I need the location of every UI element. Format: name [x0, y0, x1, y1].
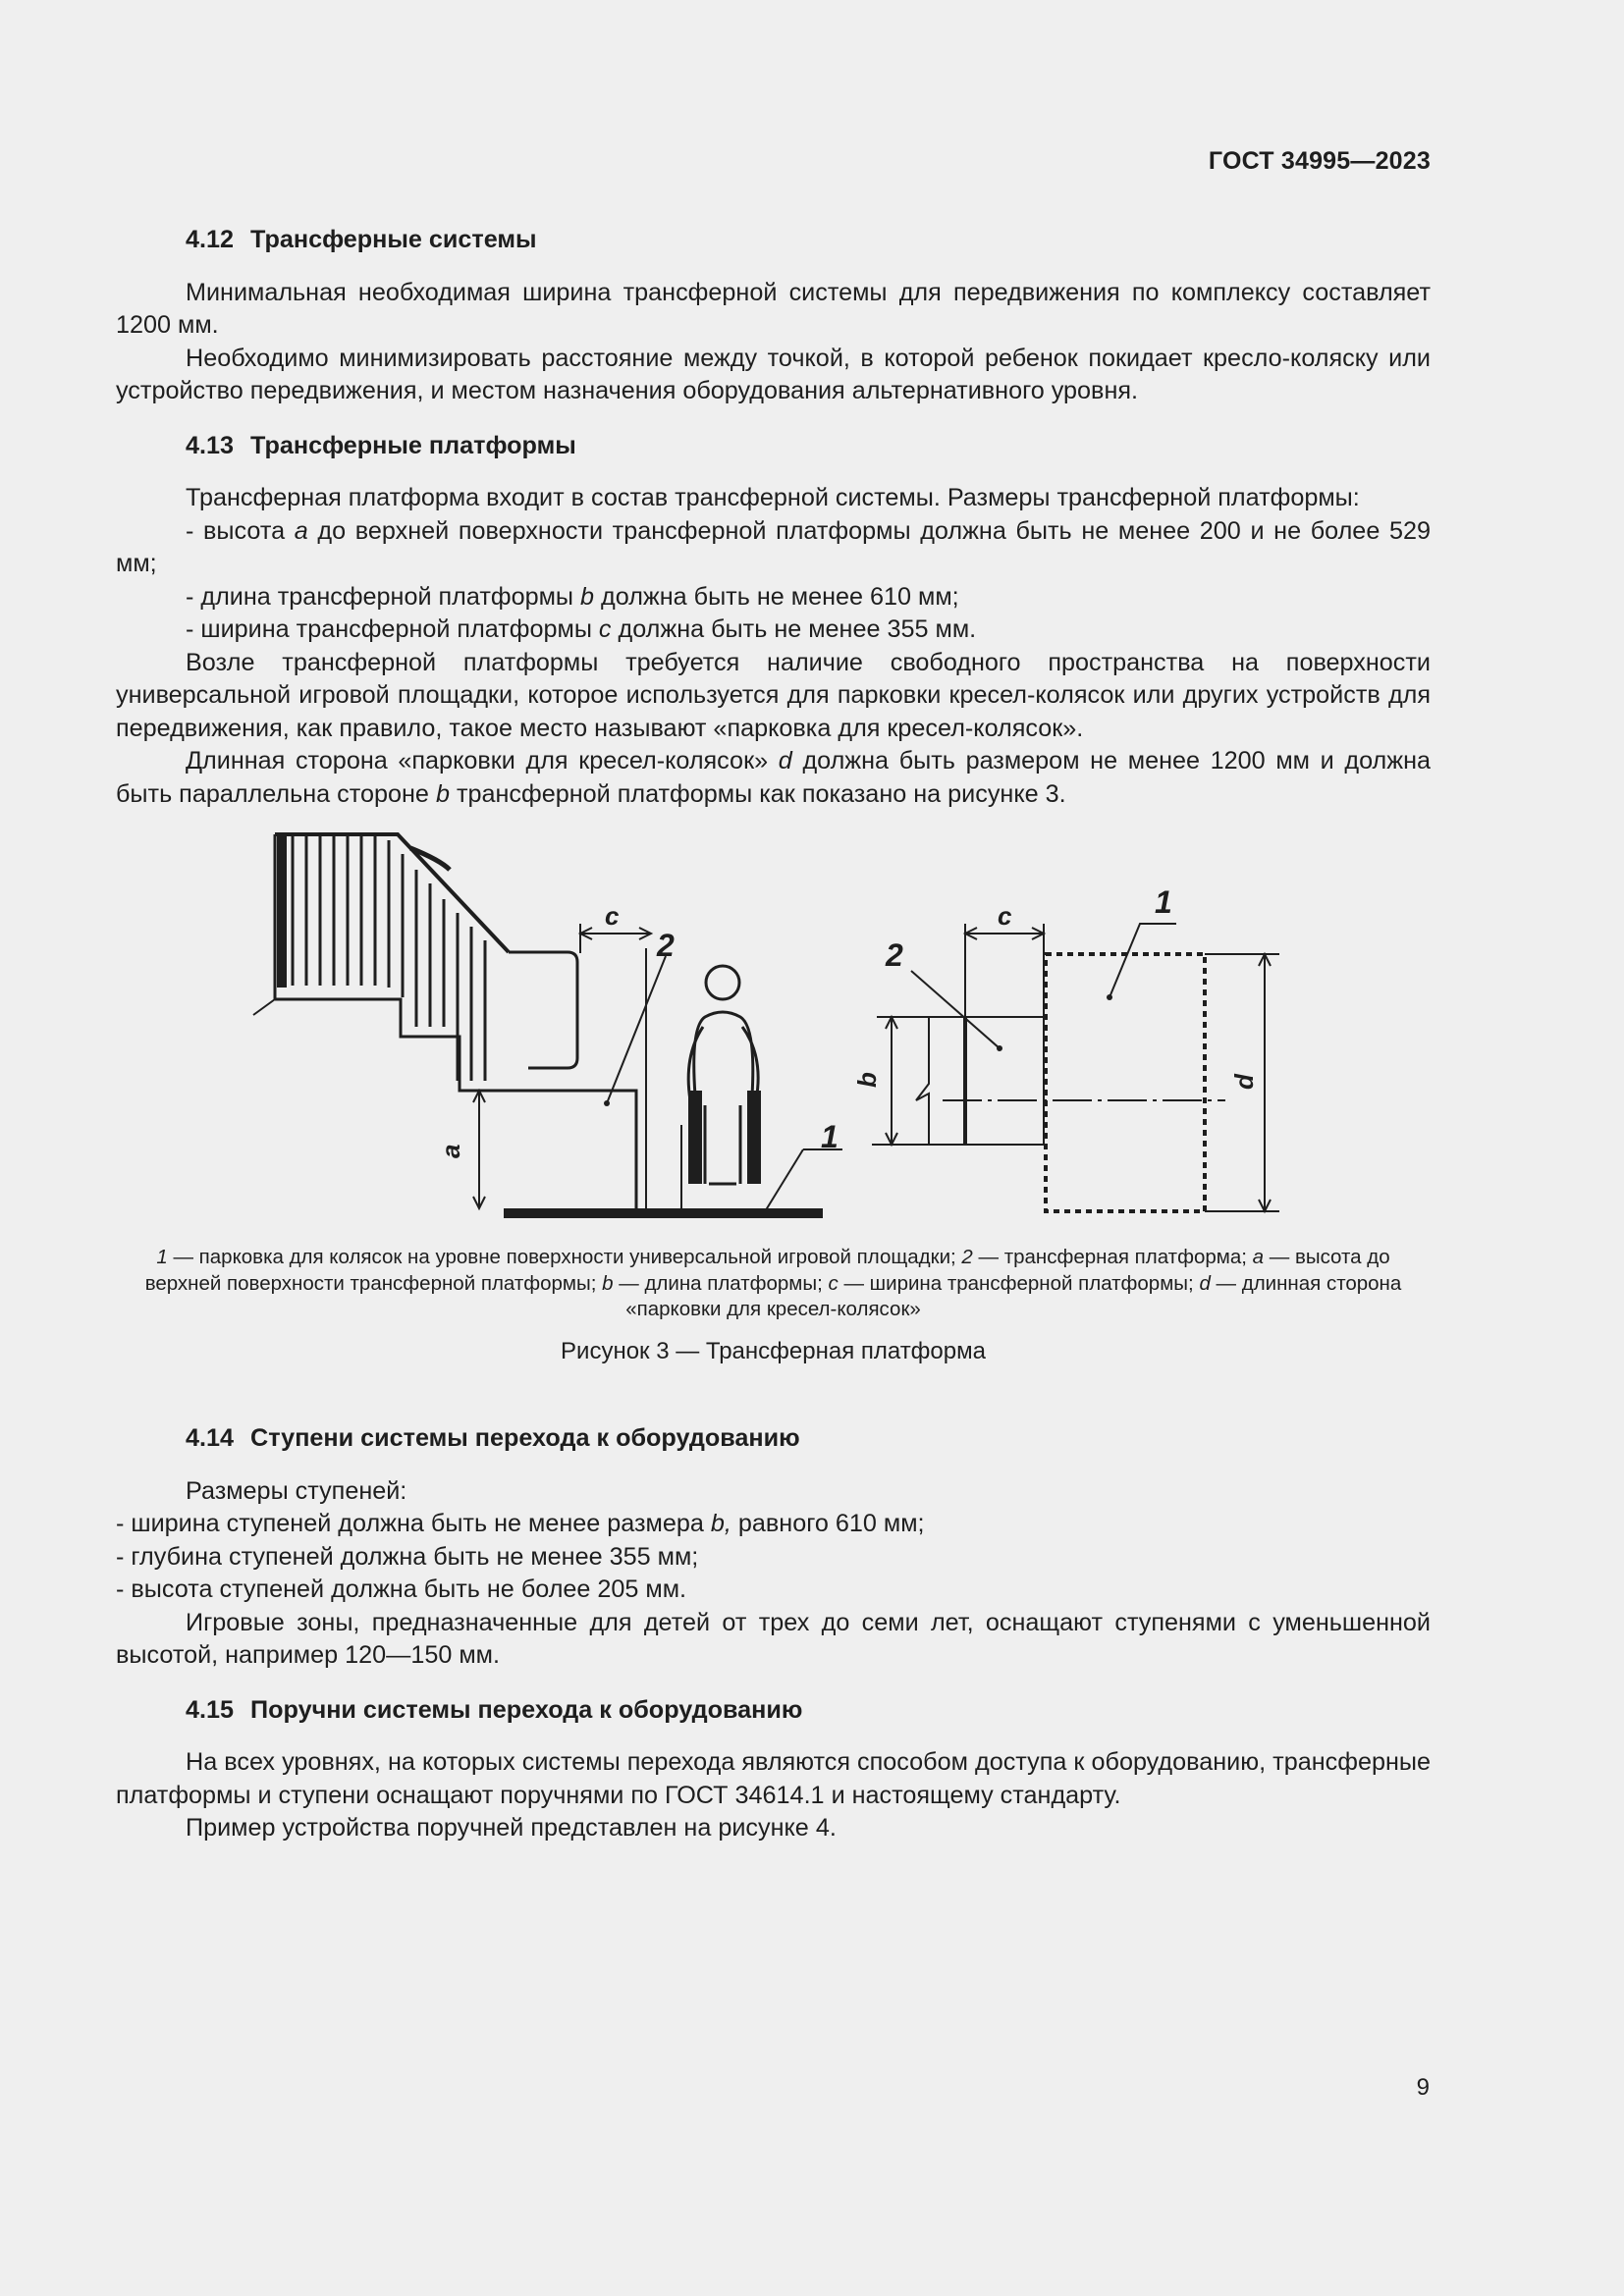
dimension-label-c: c [605, 901, 620, 931]
transfer-platform-drawing [116, 830, 1431, 1243]
section-heading-4-15 [116, 1694, 1431, 1728]
paragraph: Размеры ступеней: [186, 1476, 407, 1505]
paragraph: Пример устройства поручней представлен на рисунке 4. [186, 1814, 837, 1842]
section-number: 4.15 [186, 1695, 235, 1724]
section-title: Трансферные платформы [250, 431, 576, 459]
section-title: Трансферные системы [250, 226, 537, 253]
callout-label-2: 2 [886, 937, 903, 973]
document-header: ГОСТ 34995—2023 [1208, 147, 1431, 175]
list-item: - высота a до верхней поверхности трансферной платформы должна быть не менее 200 и не более 529 мм; [116, 516, 1431, 577]
list-item: - длина трансферной платформы b должна быть не менее 610 мм; [186, 582, 959, 611]
figure-3-transfer-platform [116, 830, 1431, 1243]
paragraph: Трансферная платформа входит в состав трансферной системы. Размеры трансферной платформы: [186, 484, 1360, 511]
list-item: - ширина ступеней должна быть не менее размера b, равного 610 мм; [116, 1510, 925, 1537]
list-item: - ширина трансферной платформы c должна быть не менее 355 мм. [186, 615, 977, 643]
paragraph: Игровые зоны, предназначенные для детей от трех до семи лет, оснащают ступенями с уменьшенной высотой, например 120—150 мм. [116, 1608, 1431, 1669]
dimension-label-d: d [1229, 1074, 1259, 1090]
figure-caption: Рисунок 3 — Трансферная платформа [561, 1337, 986, 1364]
section-title: Ступени системы перехода к оборудованию [250, 1424, 800, 1452]
paragraph: Необходимо минимизировать расстояние между точкой, в которой ребенок покидает кресло-коляску или устройство передвижения, и местом назначения оборудования альтернативного уровня. [116, 344, 1431, 404]
paragraph: Минимальная необходимая ширина трансферной системы для передвижения по комплексу составляет 1200 мм. [116, 278, 1431, 339]
page-content [116, 224, 1431, 1845]
paragraph: На всех уровнях, на которых системы перехода являются способом доступа к оборудованию, трансферные платформы и ступени оснащают поручнями по ГОСТ 34614.1 и настоящему стандарту. [116, 1748, 1431, 1809]
list-item: - высота ступеней должна быть не более 205 мм. [116, 1575, 687, 1603]
section-heading-4-13 [116, 430, 1431, 463]
section-heading-4-14 [116, 1422, 1431, 1456]
figure-legend: 1 — парковка для колясок на уровне поверхности универсальной игровой площадки; 2 — трансферная платформа; a — высота до верхней поверхности трансферной платформы; b — длина платформы; c — ширина трансферной платформы; d — длинная сторона «парковки для кресел-колясок» [144, 1246, 1402, 1320]
paragraph: Возле трансферной платформы требуется наличие свободного пространства на поверхности универсальной игровой площадки, которое используется для парковки кресел-колясок или других устройств для передвижения, как правило, такое место называют «парковка для кресел-колясок». [116, 648, 1431, 742]
callout-label-1: 1 [821, 1119, 839, 1154]
section-title: Поручни системы перехода к оборудованию [250, 1695, 803, 1724]
dimension-label-a: a [436, 1144, 465, 1158]
section-number: 4.13 [186, 431, 235, 459]
callout-label-2: 2 [657, 928, 675, 963]
page-number: 9 [1416, 2074, 1430, 2101]
section-number: 4.14 [186, 1424, 235, 1452]
dimension-label-c: c [998, 901, 1012, 931]
section-heading-4-12 [116, 224, 1431, 257]
callout-label-1: 1 [1155, 884, 1172, 920]
section-number: 4.12 [186, 226, 235, 253]
list-item: - глубина ступеней должна быть не менее 355 мм; [116, 1542, 699, 1571]
dimension-label-b: b [852, 1072, 882, 1088]
paragraph: Длинная сторона «парковки для кресел-колясок» d должна быть размером не менее 1200 мм и должна быть параллельна стороне b трансферной платформы как показано на рисунке 3. [116, 747, 1431, 808]
